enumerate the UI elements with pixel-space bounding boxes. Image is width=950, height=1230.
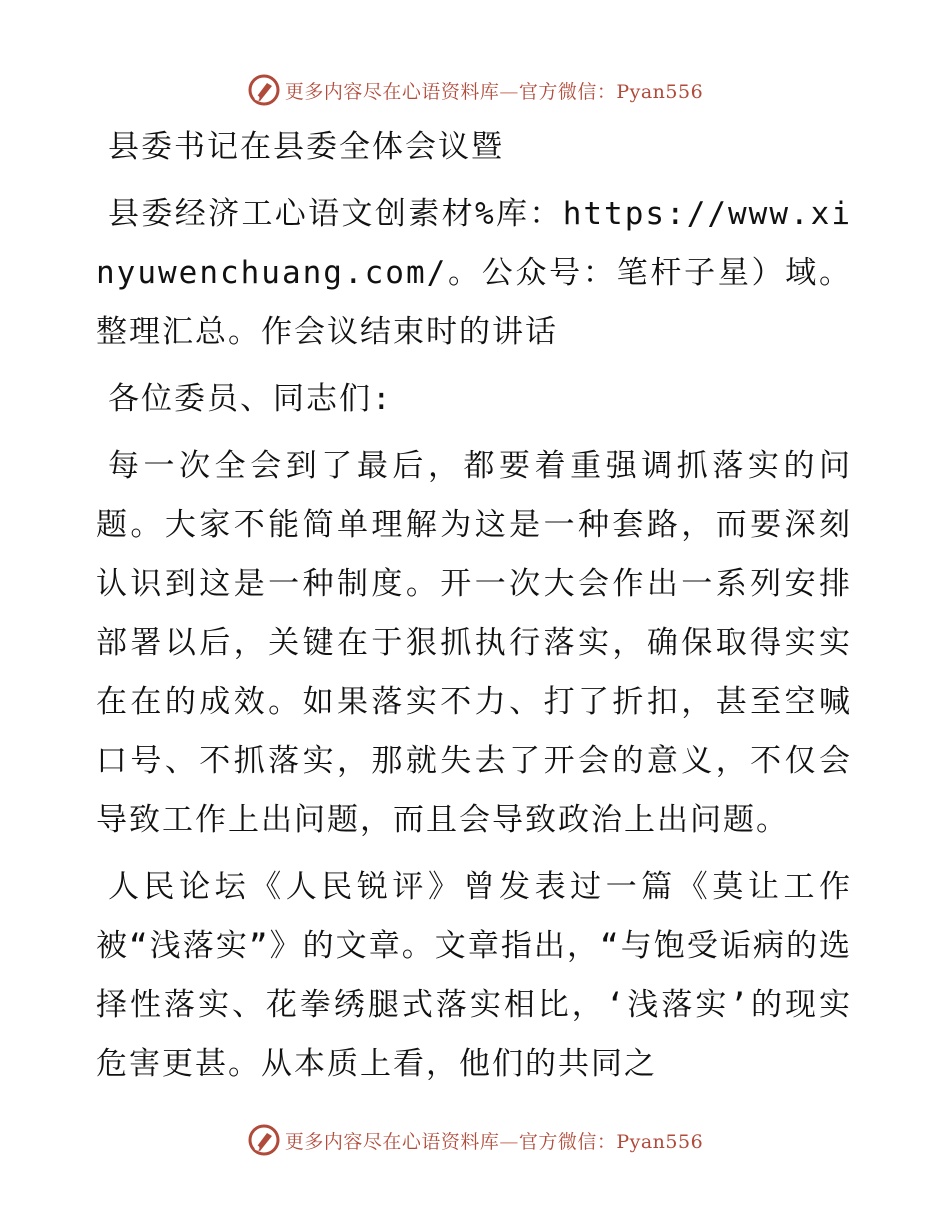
banner-main: 更多内容尽在心语资料库 (284, 1130, 500, 1153)
banner-main: 更多内容尽在心语资料库 (284, 80, 500, 103)
banner-suffix: 官方微信：Pyan556 (518, 80, 704, 103)
ink-pen-circle-icon (247, 73, 281, 107)
banner-suffix: 官方微信：Pyan556 (518, 1130, 704, 1153)
paragraph-subtitle: 县委经济工心语文创素材%库：https://www.xinyuwenchuang.com/。公众号：笔杆子星）域。整理汇总。作会议结束时的讲话 (96, 196, 852, 350)
paragraph-body-2: 人民论坛《人民锐评》曾发表过一篇《莫让工作被“浅落实”》的文章。文章指出，“与饱受诟病的选择性落实、花拳绣腿式落实相比，‘浅落实’的现实危害更甚。从本质上看，他们的共同之 (96, 869, 852, 1082)
banner-dash: — (499, 80, 519, 103)
banner-text (285, 77, 703, 104)
banner-text (285, 1127, 703, 1154)
paragraph-title: 县委书记在县委全体会议暨 (108, 129, 504, 165)
banner-dash: — (499, 1130, 519, 1153)
ink-pen-circle-icon (247, 1123, 281, 1157)
footer-banner (0, 1120, 950, 1160)
paragraph-body-1: 每一次全会到了最后，都要着重强调抓落实的问题。大家不能简单理解为这是一种套路，而要深刻认识到这是一种制度。开一次大会作出一系列安排部署以后，关键在于狠抓执行落实，确保取得实实在在的成效。如果落实不力、打了折扣，甚至空喊口号、不抓落实，那就失去了开会的意义，不仅会导致工作上出问题，而且会导致政治上出问题。 (96, 448, 852, 838)
header-banner (0, 70, 950, 110)
document-body (96, 118, 852, 1102)
paragraph-salutation: 各位委员、同志们: (108, 381, 393, 417)
